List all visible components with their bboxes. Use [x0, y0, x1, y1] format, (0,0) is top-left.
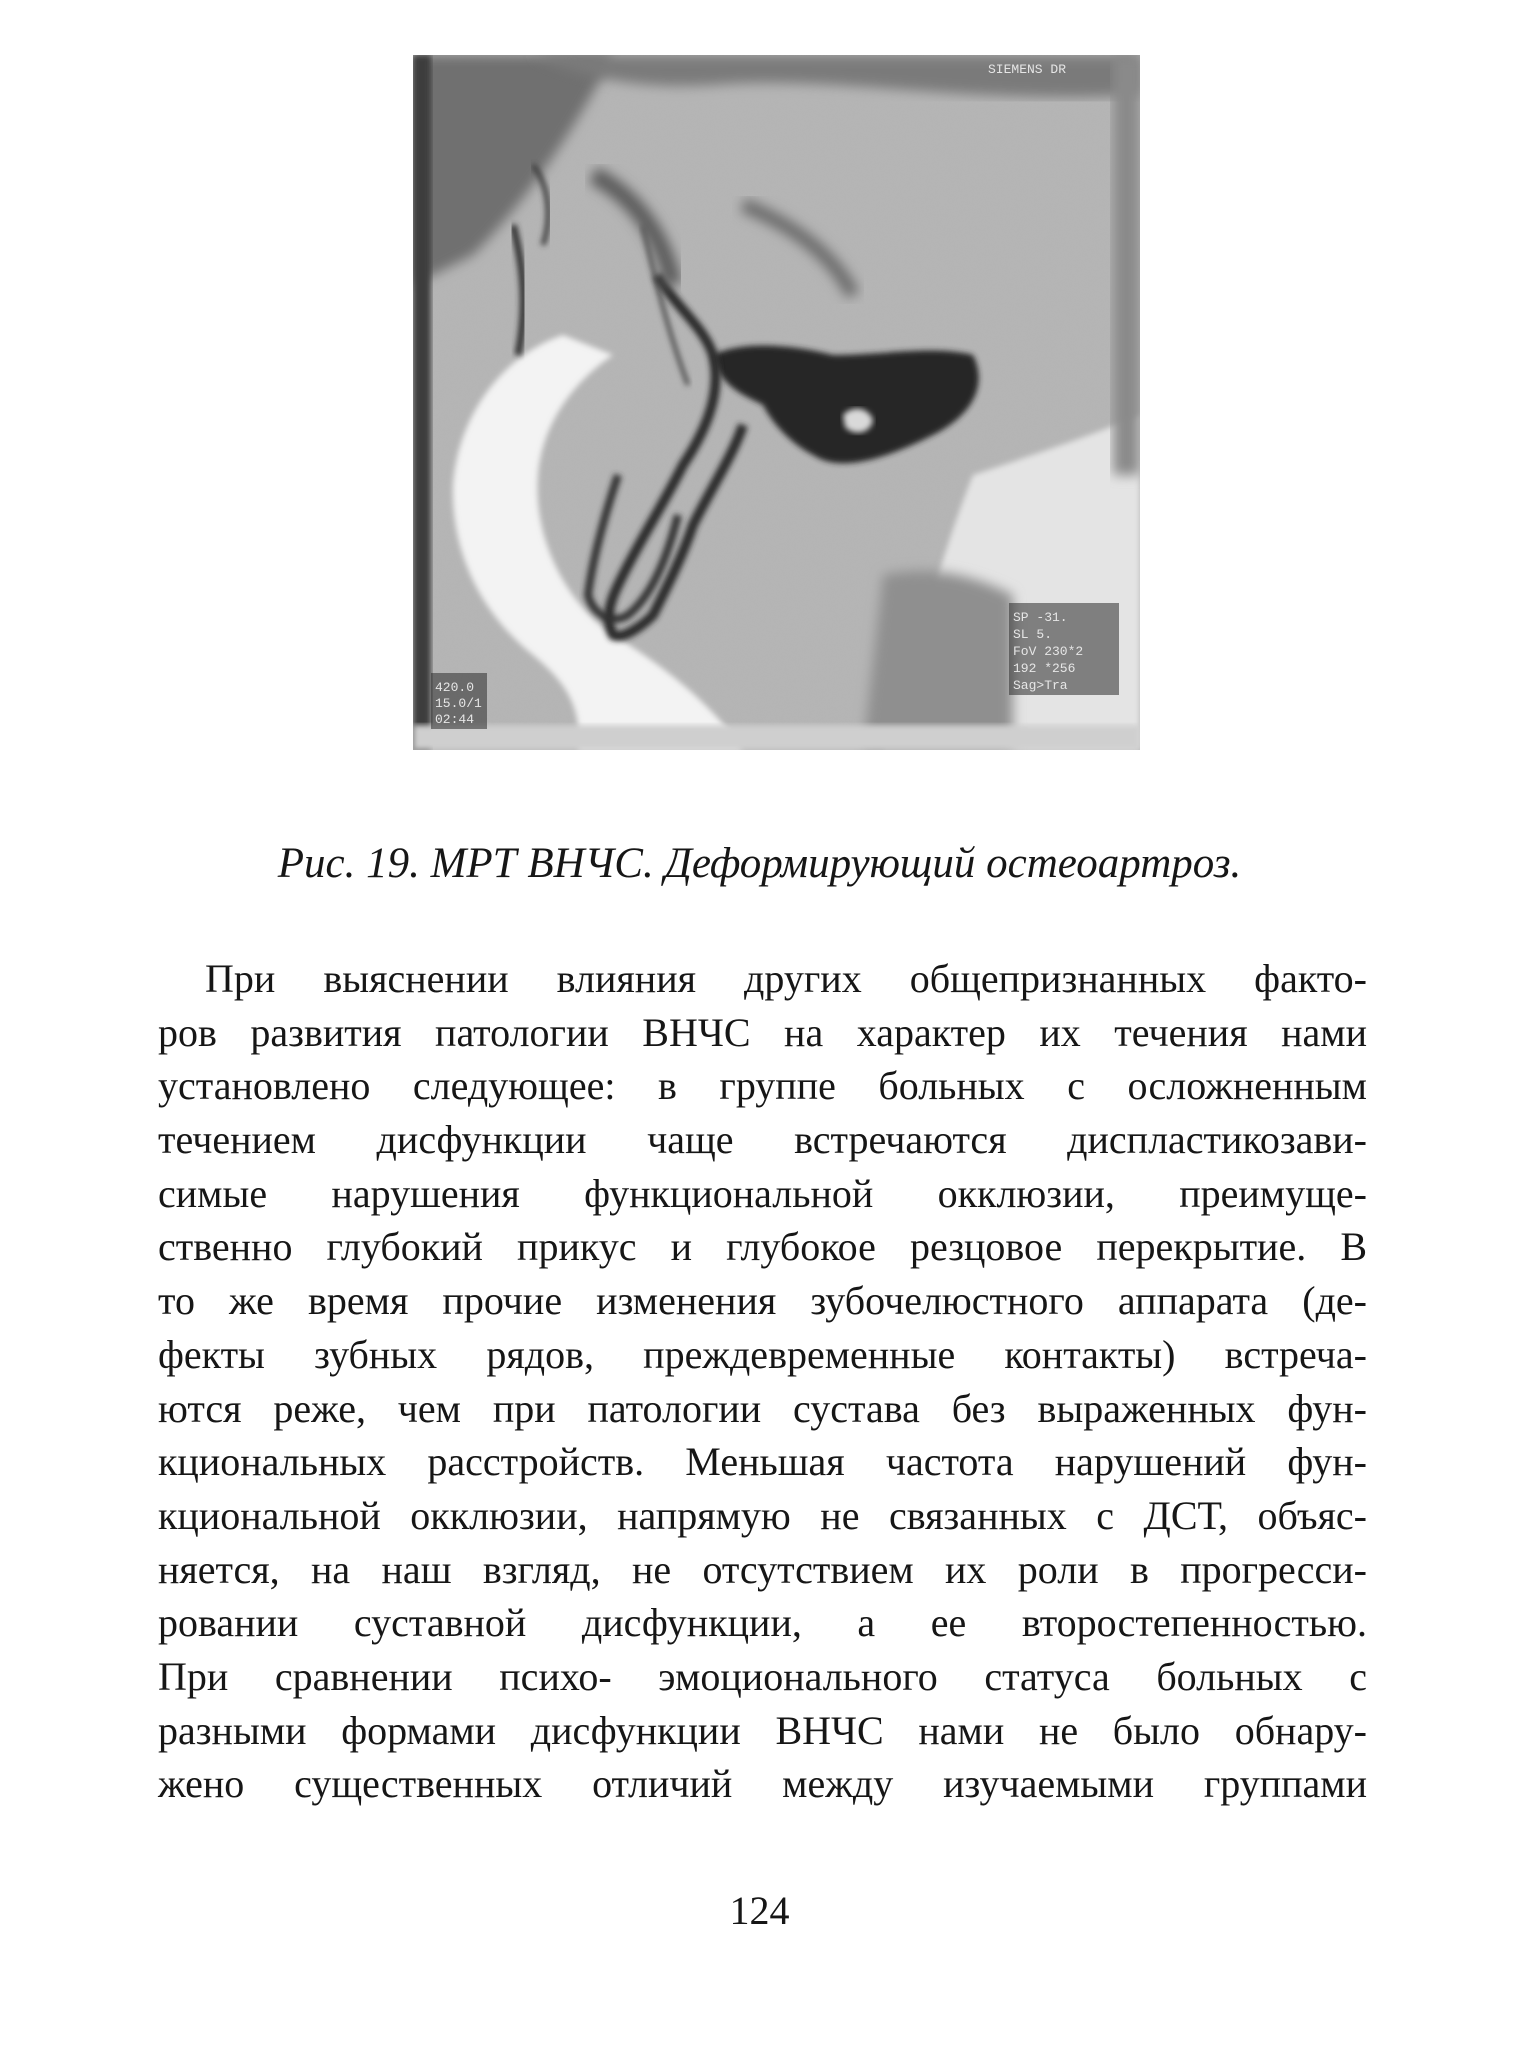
mri-overlay-left	[431, 673, 487, 729]
paragraph-line: жено существенных отличий между изучаемыми группами	[158, 1761, 1367, 1807]
paragraph-line: установлено следующее: в группе больных с осложненным	[158, 1063, 1367, 1109]
mri-overlay-left-line: 15.0/1	[435, 696, 482, 711]
paragraph-line: то же время прочие изменения зубочелюстного аппарата (де-	[158, 1278, 1367, 1324]
paragraph-line: няется, на наш взгляд, не отсутствием их роли в прогресси-	[158, 1546, 1367, 1592]
mri-overlay-right-line: SL 5.	[1013, 627, 1053, 642]
mri-overlay-top	[988, 62, 1066, 77]
paragraph-line: ются реже, чем при патологии сустава без выраженных фун-	[158, 1385, 1367, 1431]
paragraph-line: При сравнении психо- эмоционального статуса больных с	[158, 1653, 1367, 1699]
paragraph-line: При выяснении влияния других общепризнанных факто-	[205, 956, 1367, 1001]
paragraph-line: кциональной окклюзии, напрямую не связанных с ДСТ, объяс-	[158, 1492, 1367, 1538]
paragraph-line: разными формами дисфункции ВНЧС нами не было обнару-	[158, 1707, 1367, 1753]
figure-caption: Рис. 19. МРТ ВНЧС. Деформирующий остеоартроз.	[277, 840, 1242, 887]
mri-overlay-right-line: SP -31.	[1013, 610, 1068, 625]
mri-overlay-right-line: 192 *256	[1013, 661, 1076, 676]
mri-overlay-left-line: 420.0	[435, 680, 475, 695]
mri-figure	[413, 55, 1140, 750]
paragraph-line: ственно глубокий прикус и глубокое резцовое перекрытие. В	[158, 1224, 1367, 1270]
mri-overlay-right-line: Sag>Tra	[1013, 678, 1068, 693]
mri-scan-image	[413, 55, 1140, 750]
paragraph-line: фекты зубных рядов, преждевременные контакты) встреча-	[158, 1331, 1367, 1377]
mri-overlay-left-line: 02:44	[435, 712, 475, 727]
mri-overlay-right-line: FoV 230*2	[1013, 644, 1084, 659]
paragraph-line: течением дисфункции чаще встречаются диспластикозави-	[158, 1117, 1367, 1163]
paragraph-line: кциональных расстройств. Меньшая частота нарушений фун-	[158, 1439, 1367, 1485]
paragraph-line: симые нарушения функциональной окклюзии, преимуще-	[158, 1170, 1367, 1216]
body-paragraph	[158, 952, 1367, 1811]
page-number: 124	[729, 1888, 790, 1933]
paragraph-line: ров развития патологии ВНЧС на характер их течения нами	[158, 1009, 1367, 1055]
mri-label: SIEMENS DR	[988, 62, 1067, 77]
paragraph-line: ровании суставной дисфункции, а ее второстепенностью.	[158, 1600, 1367, 1646]
mri-overlay-right	[1009, 603, 1119, 695]
